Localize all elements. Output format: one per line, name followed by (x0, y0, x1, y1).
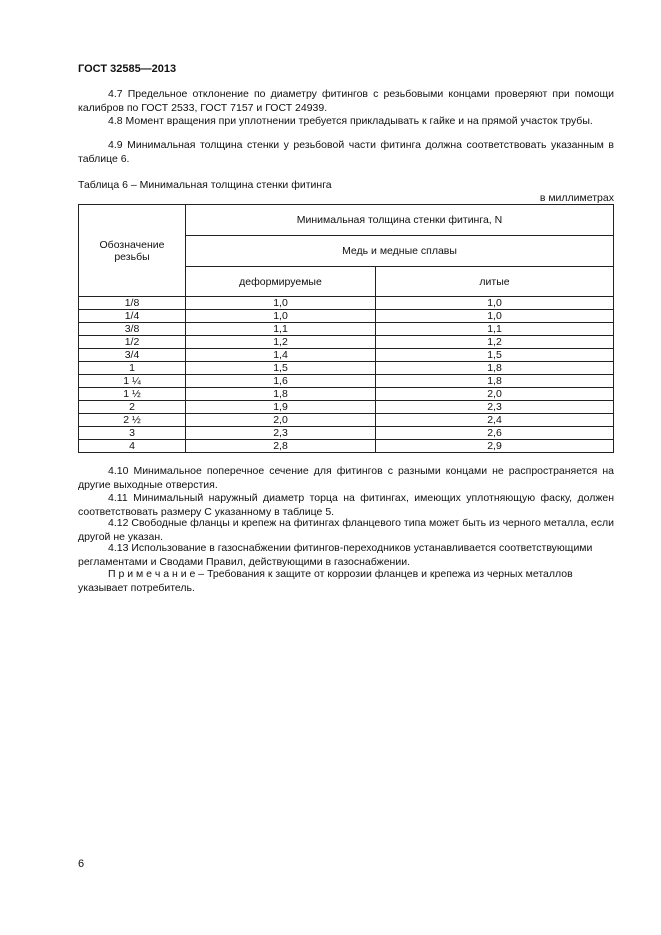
cell-deformed: 1,8 (186, 388, 376, 401)
header-cast: литые (376, 267, 614, 297)
cell-thread: 1/8 (79, 297, 186, 310)
paragraph-4-8: 4.8 Момент вращения при уплотнении требуется прикладывать к гайке и на прямой участок трубы. (108, 115, 593, 127)
note-text: – Требования к защите от коррозии фланцев и крепежа из черных металлов указывает потребитель. (78, 568, 573, 594)
paragraph-4-12: 4.12 Свободные фланцы и крепеж на фитингах фланцевого типа может быть из черного металла, если другой не указан. (78, 517, 614, 543)
document-header: ГОСТ 32585—2013 (78, 63, 177, 75)
paragraph-4-13: 4.13 Использование в газоснабжении фитингов-переходников устанавливается соответствующими регламентами и Сводами Правил, действующими в газоснабжении. (78, 542, 593, 568)
table-row (79, 362, 614, 375)
cell-cast: 2,6 (376, 427, 614, 440)
table-row (79, 349, 614, 362)
cell-deformed: 1,9 (186, 401, 376, 414)
paragraph-4-7: 4.7 Предельное отклонение по диаметру фитингов с резьбовыми концами проверяют при помощи калибров по ГОСТ 2533, ГОСТ 7157 и ГОСТ 24939. (78, 88, 614, 114)
cell-cast: 2,4 (376, 414, 614, 427)
cell-thread: 1 (79, 362, 186, 375)
cell-thread: 2 ½ (79, 414, 186, 427)
cell-deformed: 1,0 (186, 310, 376, 323)
cell-deformed: 1,6 (186, 375, 376, 388)
header-deformed: деформируемые (186, 267, 376, 297)
cell-deformed: 2,0 (186, 414, 376, 427)
header-material: Медь и медные сплавы (186, 236, 614, 267)
page-number: 6 (78, 858, 85, 870)
cell-deformed: 1,0 (186, 297, 376, 310)
table-row (79, 440, 614, 453)
cell-deformed: 1,1 (186, 323, 376, 336)
table-row (79, 375, 614, 388)
cell-thread: 1/4 (79, 310, 186, 323)
cell-thread: 1/2 (79, 336, 186, 349)
cell-cast: 1,2 (376, 336, 614, 349)
header-min-thickness: Минимальная толщина стенки фитинга, N (186, 205, 614, 236)
cell-thread: 1 ¼ (79, 375, 186, 388)
cell-deformed: 2,8 (186, 440, 376, 453)
cell-thread: 1 ½ (79, 388, 186, 401)
paragraph-4-10: 4.10 Минимальное поперечное сечение для фитингов с разными концами не распространяется на другие выходные отверстия. (78, 465, 614, 491)
cell-thread: 3 (79, 427, 186, 440)
table-row (79, 401, 614, 414)
table-row (79, 427, 614, 440)
paragraph-4-9: 4.9 Минимальная толщина стенки у резьбовой части фитинга должна соответствовать указанным в таблице 6. (78, 139, 614, 165)
cell-thread: 2 (79, 401, 186, 414)
cell-cast: 1,0 (376, 297, 614, 310)
cell-cast: 2,3 (376, 401, 614, 414)
cell-deformed: 2,3 (186, 427, 376, 440)
cell-deformed: 1,2 (186, 336, 376, 349)
cell-deformed: 1,4 (186, 349, 376, 362)
table-caption: Таблица 6 – Минимальная толщина стенки фитинга (78, 179, 332, 191)
cell-thread: 3/8 (79, 323, 186, 336)
paragraph-4-11: 4.11 Минимальный наружный диаметр торца на фитингах, имеющих уплотняющую фаску, должен соответствовать размеру С указанному в таблице 5. (78, 492, 614, 518)
table-row (79, 297, 614, 310)
cell-cast: 2,0 (376, 388, 614, 401)
table-units: в миллиметрах (539, 192, 614, 204)
note (78, 568, 614, 595)
note-label: П р и м е ч а н и е (108, 568, 196, 580)
cell-cast: 1,8 (376, 375, 614, 388)
cell-thread: 3/4 (79, 349, 186, 362)
table-row (79, 310, 614, 323)
cell-cast: 1,1 (376, 323, 614, 336)
cell-cast: 1,8 (376, 362, 614, 375)
cell-cast: 1,5 (376, 349, 614, 362)
cell-thread: 4 (79, 440, 186, 453)
cell-cast: 1,0 (376, 310, 614, 323)
header-thread: Обозначение резьбы (79, 205, 186, 297)
wall-thickness-table (78, 204, 614, 453)
cell-deformed: 1,5 (186, 362, 376, 375)
table-row (79, 414, 614, 427)
table-row (79, 323, 614, 336)
table-row (79, 388, 614, 401)
cell-cast: 2,9 (376, 440, 614, 453)
table-row (79, 336, 614, 349)
